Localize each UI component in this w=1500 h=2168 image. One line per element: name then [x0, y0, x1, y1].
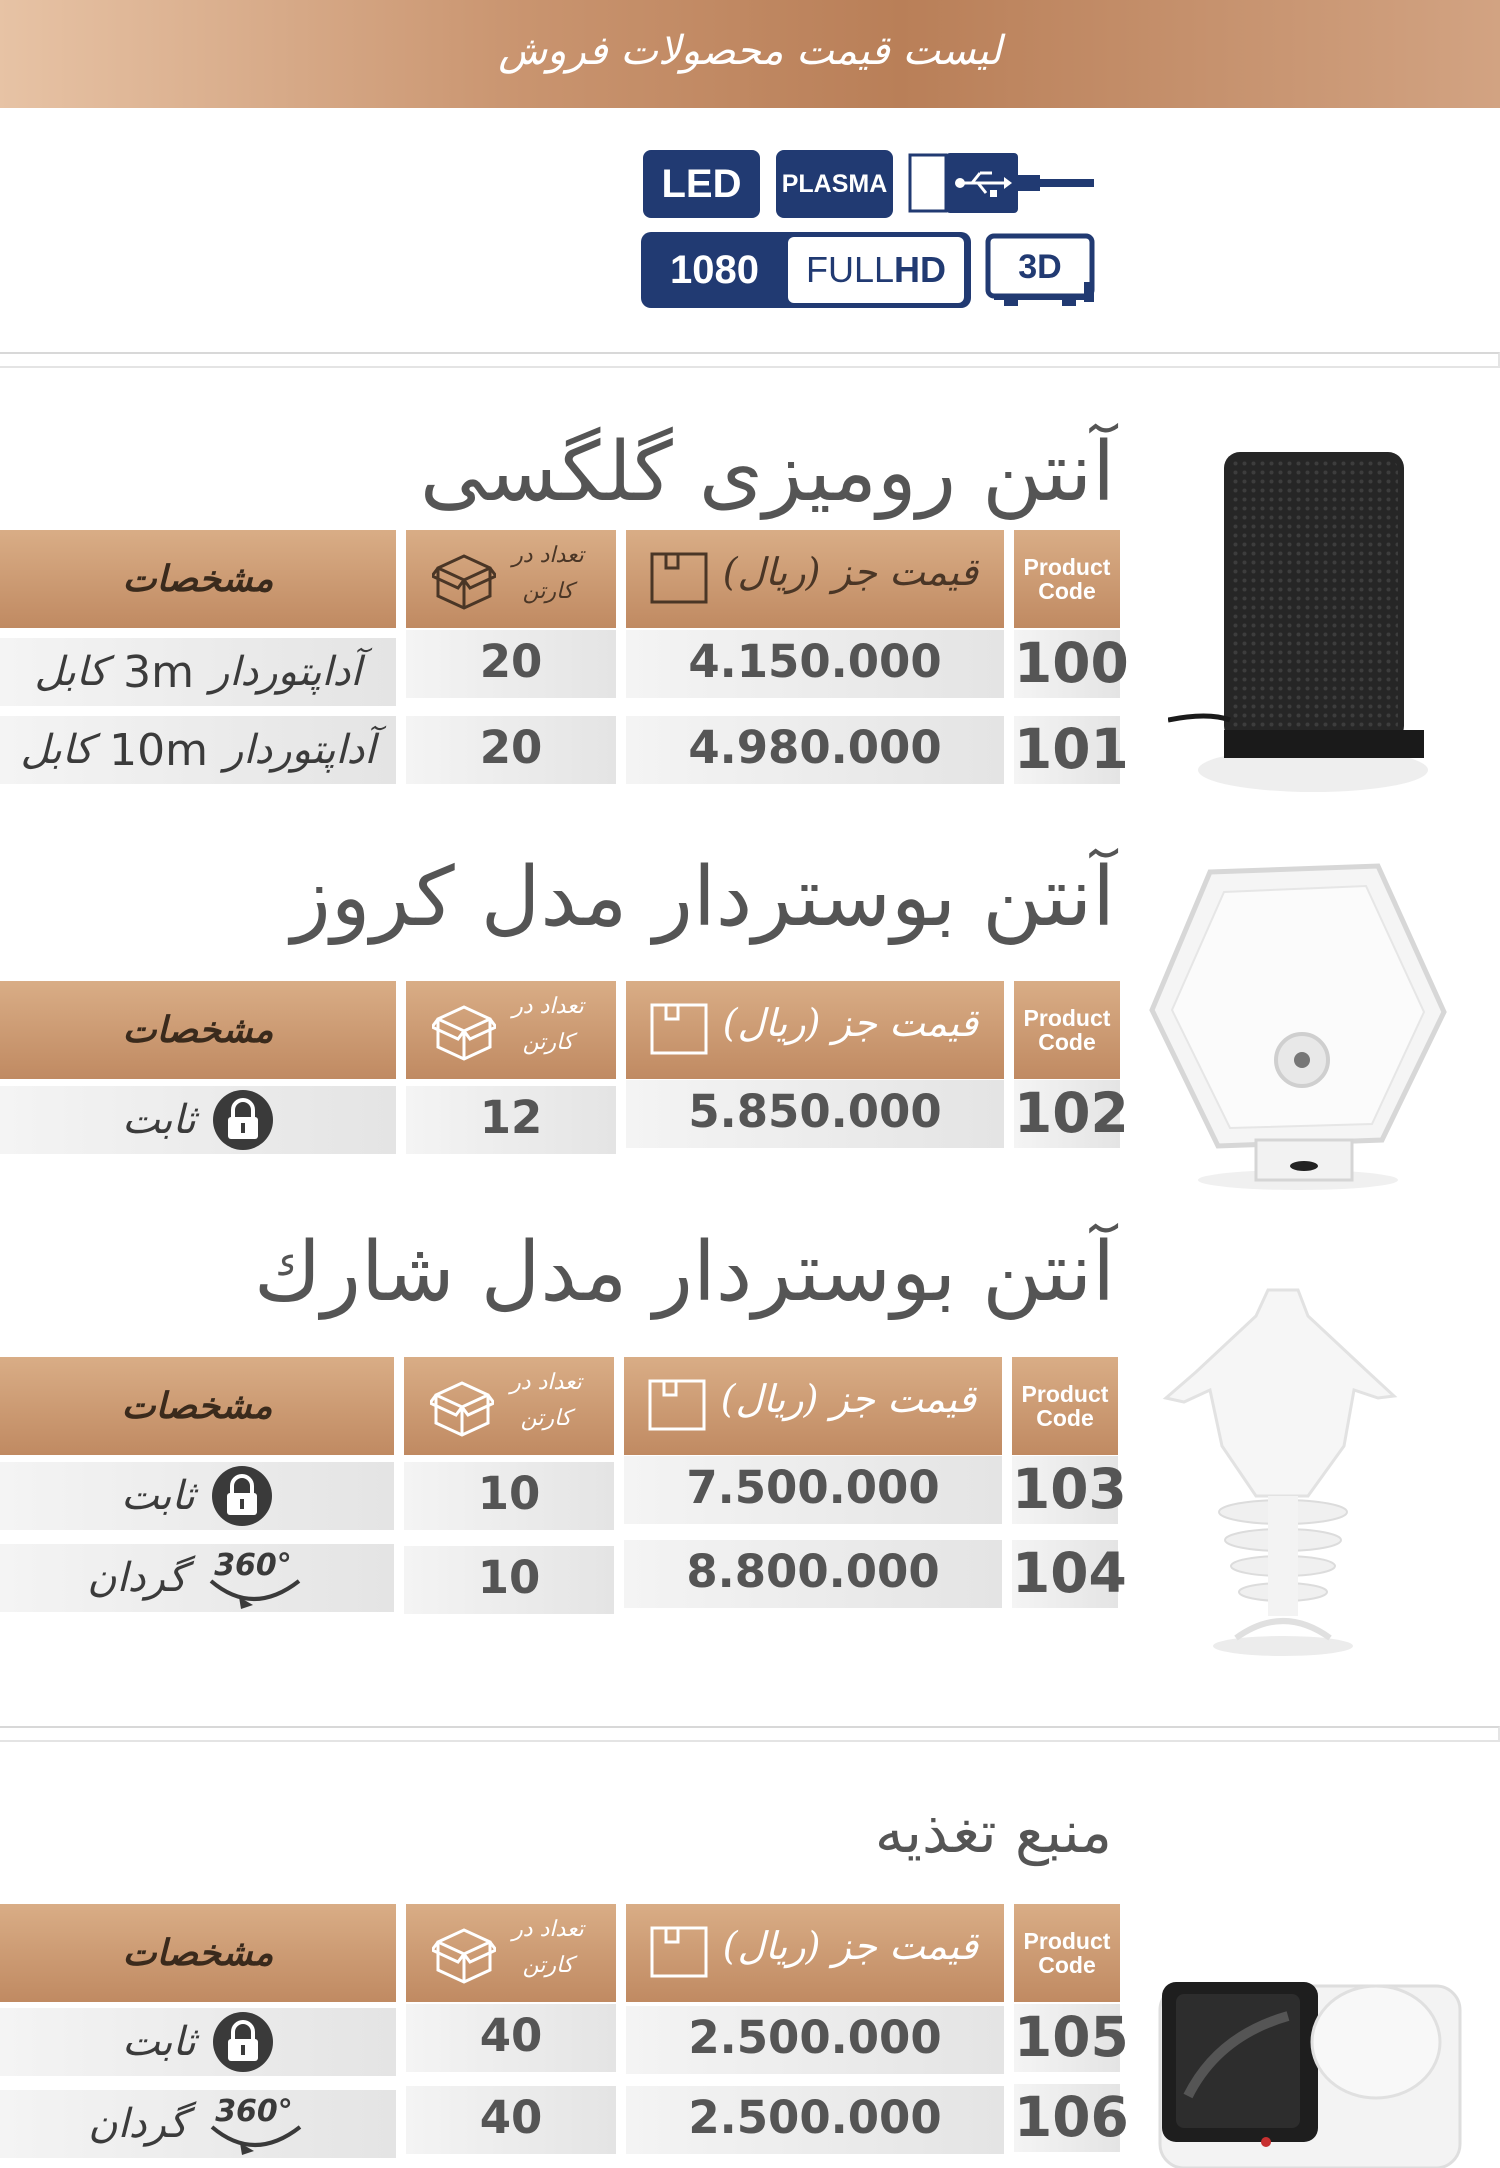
power-supply-image: [1158, 1976, 1462, 2168]
box-icon: [648, 1379, 706, 1431]
section-title-power-supply: منبع تغذیه: [874, 1798, 1112, 1866]
code-cell: 100: [1014, 630, 1120, 698]
header-product-code: Product Code: [1014, 981, 1120, 1079]
box-icon: [650, 1003, 708, 1055]
code-cell: 105: [1014, 2004, 1120, 2072]
box-icon: [432, 1003, 496, 1061]
code-cell: 101: [1014, 716, 1120, 784]
code-cell: 103: [1012, 1456, 1118, 1524]
code-cell: 104: [1012, 1540, 1118, 1608]
banner-title: لیست قیمت محصولات فروش: [498, 28, 1002, 74]
svg-text:360°: 360°: [214, 2094, 293, 2129]
box-icon: [650, 552, 708, 604]
spec-cell: ثابت: [0, 2008, 396, 2076]
price-cell: 2.500.000: [626, 2086, 1004, 2154]
header-specs: مشخصات: [0, 1904, 396, 2002]
header-specs: مشخصات: [0, 1357, 394, 1455]
header-qty: تعداد در کارتن: [406, 981, 616, 1079]
box-icon: [650, 1926, 708, 1978]
qty-cell: 40: [406, 2086, 616, 2154]
svg-text:360°: 360°: [213, 1548, 292, 1583]
code-cell: 106: [1014, 2084, 1120, 2152]
header-product-code: Product Code: [1012, 1357, 1118, 1455]
spec-cell: 360° گردان: [0, 1544, 394, 1612]
price-cell: 5.850.000: [626, 1080, 1004, 1148]
rotate-360-icon: [204, 2091, 308, 2157]
header-price: قیمت جز (ریال): [626, 530, 1004, 628]
section-divider: [0, 1726, 1500, 1742]
header-product-code: Product Code: [1014, 1904, 1120, 2002]
3d-tv-icon: [984, 232, 1096, 308]
lock-icon: [211, 1465, 273, 1527]
header-qty: تعداد در کارتن: [406, 1904, 616, 2002]
section-title-galaxy: آنتن رومیزی گلگسی: [419, 425, 1115, 520]
price-cell: 4.150.000: [626, 630, 1004, 698]
spec-cell: 360° گردان: [0, 2090, 396, 2158]
spec-cell: آداپتوردار 3m کابل: [0, 638, 396, 706]
spec-cell: آداپتوردار 10m کابل: [0, 716, 396, 784]
spec-cell: ثابت: [0, 1462, 394, 1530]
led-badge: LED: [643, 150, 760, 218]
lock-icon: [212, 2011, 274, 2073]
header-qty: تعداد در کارتن: [406, 530, 616, 628]
header-specs: مشخصات: [0, 981, 396, 1079]
header-product-code: Product Code: [1014, 530, 1120, 628]
qty-cell: 20: [406, 716, 616, 784]
code-cell: 102: [1014, 1080, 1120, 1148]
rotate-360-icon: [203, 1545, 307, 1611]
spec-cell: ثابت: [0, 1086, 396, 1154]
header-specs: مشخصات: [0, 530, 396, 628]
section-divider: [0, 352, 1500, 368]
price-cell: 4.980.000: [626, 716, 1004, 784]
cruise-antenna-image: [1146, 862, 1450, 1192]
header-qty: تعداد در کارتن: [404, 1357, 614, 1455]
header-price: قیمت جز (ریال): [626, 981, 1004, 1079]
header-price: قیمت جز (ریال): [624, 1357, 1002, 1455]
qty-cell: 10: [404, 1546, 614, 1614]
qty-cell: 12: [406, 1086, 616, 1154]
price-cell: 8.800.000: [624, 1540, 1002, 1608]
galaxy-antenna-image: [1168, 450, 1430, 800]
box-icon: [430, 1379, 494, 1437]
qty-cell: 20: [406, 630, 616, 698]
resolution-number: 1080: [670, 248, 759, 292]
fullhd-label: FULLHD: [788, 237, 964, 303]
svg-text:3D: 3D: [1018, 248, 1062, 286]
box-icon: [432, 1926, 496, 1984]
top-banner: [0, 0, 1500, 108]
box-icon: [432, 552, 496, 610]
section-title-shark: آنتن بوستردار مدل شارك: [253, 1225, 1115, 1320]
fullhd-badge: [641, 232, 971, 308]
price-cell: 7.500.000: [624, 1456, 1002, 1524]
qty-cell: 40: [406, 2004, 616, 2072]
plasma-badge: PLASMA: [776, 150, 893, 218]
qty-cell: 10: [404, 1462, 614, 1530]
price-cell: 2.500.000: [626, 2006, 1004, 2074]
lock-icon: [212, 1089, 274, 1151]
header-price: قیمت جز (ریال): [626, 1904, 1004, 2002]
shark-antenna-image: [1158, 1286, 1416, 1666]
usb-icon: [908, 153, 1094, 213]
section-title-cruise: آنتن بوستردار مدل کروز: [291, 850, 1115, 945]
